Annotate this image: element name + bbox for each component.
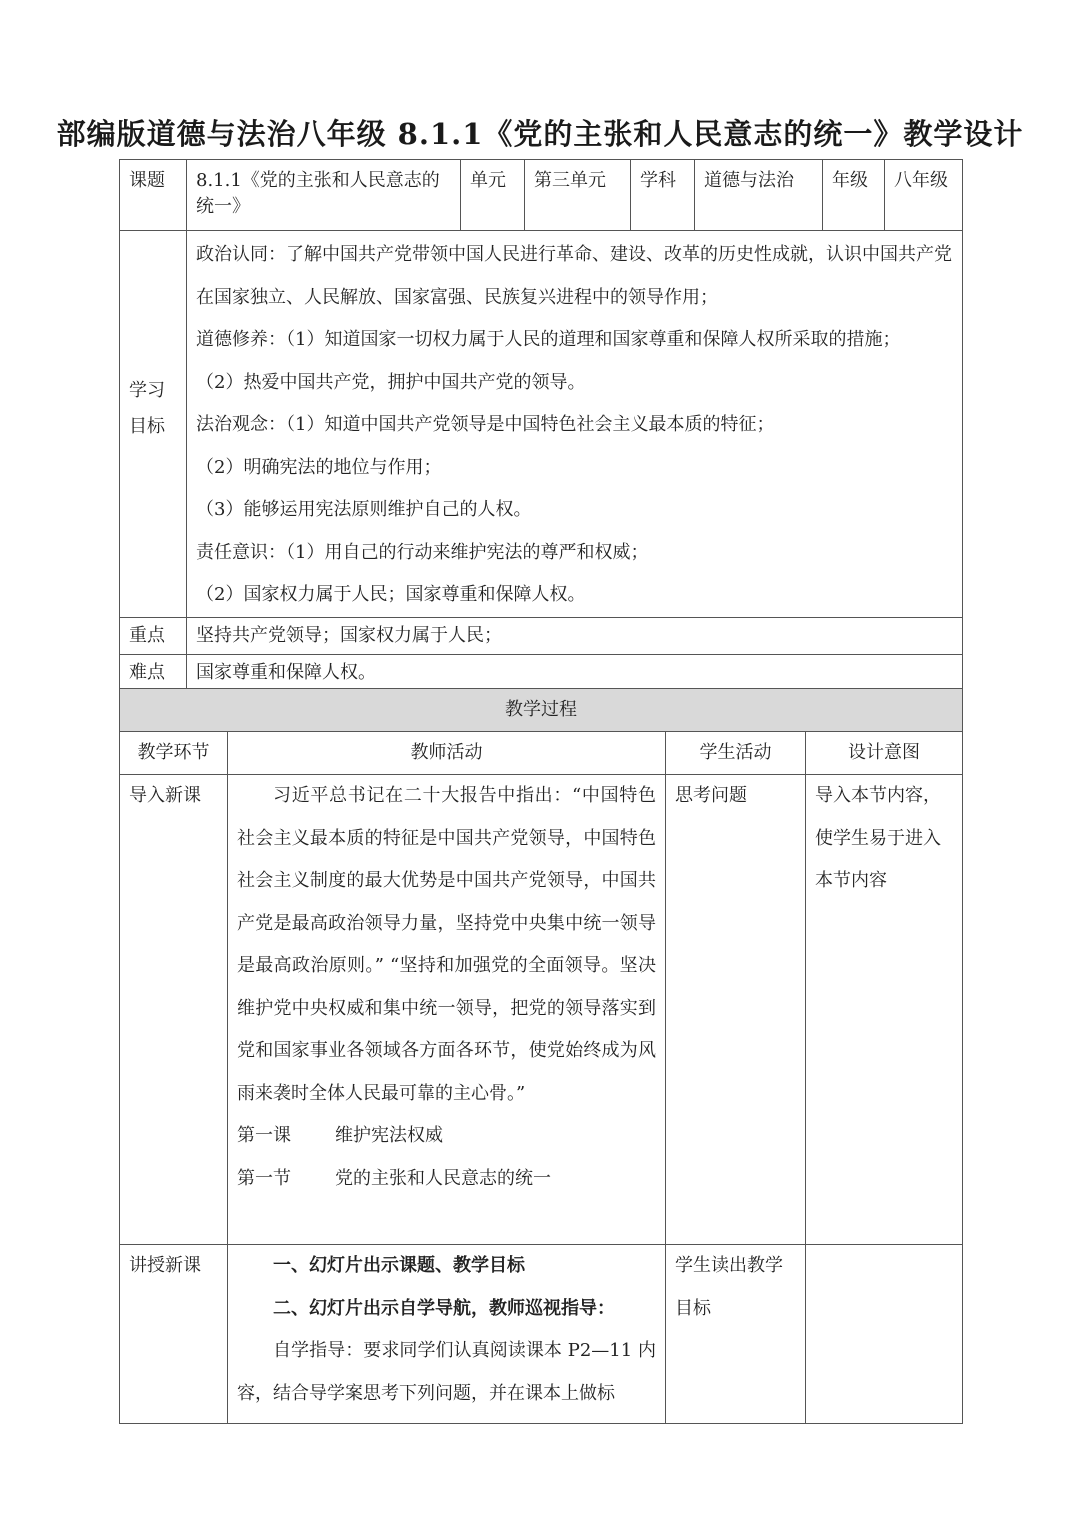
goal-line: 政治认同：了解中国共产党带领中国人民进行革命、建设、改革的历史性成就，认识中国共产党在国家独立、人民解放、国家富强、民族复兴进程中的领导作用； <box>196 244 952 308</box>
col-header: 教学环节 <box>120 732 228 775</box>
grade-label: 年级 <box>823 160 885 231</box>
grade-value: 八年级 <box>885 160 963 231</box>
goal-line: 法治观念：（1）知道中国共产党领导是中国特色社会主义最本质的特征； <box>196 414 775 435</box>
design-intent-cell: 导入本节内容，使学生易于进入本节内容 <box>806 775 963 1245</box>
student-activity-cell: 思考问题 <box>666 775 806 1245</box>
unit-label: 单元 <box>461 160 525 231</box>
subject-value: 道德与法治 <box>695 160 823 231</box>
goal-line: 道德修养：（1）知道国家一切权力属于人民的道理和国家尊重和保障人权所采取的措施； <box>196 329 901 350</box>
goal-line: 责任意识：（1）用自己的行动来维护宪法的尊严和权威； <box>196 541 649 563</box>
topic-label: 课题 <box>120 160 187 231</box>
goals-content <box>187 231 963 618</box>
page-title: 部编版道德与法治八年级 8.1.1《党的主张和人民意志的统一》教学设计 <box>56 117 1024 151</box>
goals-label: 学习目标 <box>120 231 187 618</box>
teacher-guide: 自学指导：要求同学们认真阅读课本 P2—11 内容，结合导学案思考下列问题，并在课本上做标 <box>237 1340 656 1404</box>
process-heading: 教学过程 <box>120 689 963 732</box>
goal-line: （3）能够运用宪法原则维护自己的人权。 <box>196 499 532 520</box>
student-activity-cell: 学生读出教学目标 <box>666 1245 806 1424</box>
unit-value: 第三单元 <box>525 160 631 231</box>
subject-label: 学科 <box>631 160 695 231</box>
info-table <box>119 159 963 692</box>
key-point-label: 重点 <box>120 617 187 654</box>
goal-line: （2）热爱中国共产党，拥护中国共产党的领导。 <box>196 371 586 393</box>
difficulty-label: 难点 <box>120 654 187 691</box>
col-header: 教师活动 <box>228 732 666 775</box>
section-line: 第一节 党的主张和人民意志的统一 <box>237 1167 551 1189</box>
goal-line: （2）明确宪法的地位与作用； <box>196 456 442 478</box>
topic-value: 8.1.1《党的主张和人民意志的统一》 <box>187 160 461 231</box>
col-header: 学生活动 <box>666 732 806 775</box>
lesson-line: 第一课 维护宪法权威 <box>237 1125 443 1146</box>
teacher-activity-cell <box>228 1245 666 1424</box>
key-point-value: 坚持共产党领导；国家权力属于人民； <box>187 617 963 654</box>
stage-cell: 讲授新课 <box>120 1245 228 1424</box>
teacher-step: 一、幻灯片出示课题、教学目标 <box>273 1255 525 1276</box>
teacher-step: 二、幻灯片出示自学导航，教师巡视指导： <box>273 1297 615 1319</box>
teacher-paragraph: 习近平总书记在二十大报告中指出：“中国特色社会主义最本质的特征是中国共产党领导，中国特色社会主义制度的最大优势是中国共产党领导，中国共产党是最高政治领导力量，坚持党中央集中统一领导是最高政治原则。” “坚持和加强党的全面领导。坚决维护党中央权威和集中统一领导，把党的领导落实到党和国家事业各领域各方面各环节，使党始终成为风雨来袭时全体人民最可靠的主心骨。” <box>237 785 656 1104</box>
design-intent-cell <box>806 1245 963 1424</box>
process-table <box>119 688 963 1424</box>
stage-cell: 导入新课 <box>120 775 228 1245</box>
difficulty-value: 国家尊重和保障人权。 <box>187 654 963 691</box>
col-header: 设计意图 <box>806 732 963 775</box>
teacher-activity-cell <box>228 775 666 1245</box>
goal-line: （2）国家权力属于人民；国家尊重和保障人权。 <box>196 584 586 605</box>
